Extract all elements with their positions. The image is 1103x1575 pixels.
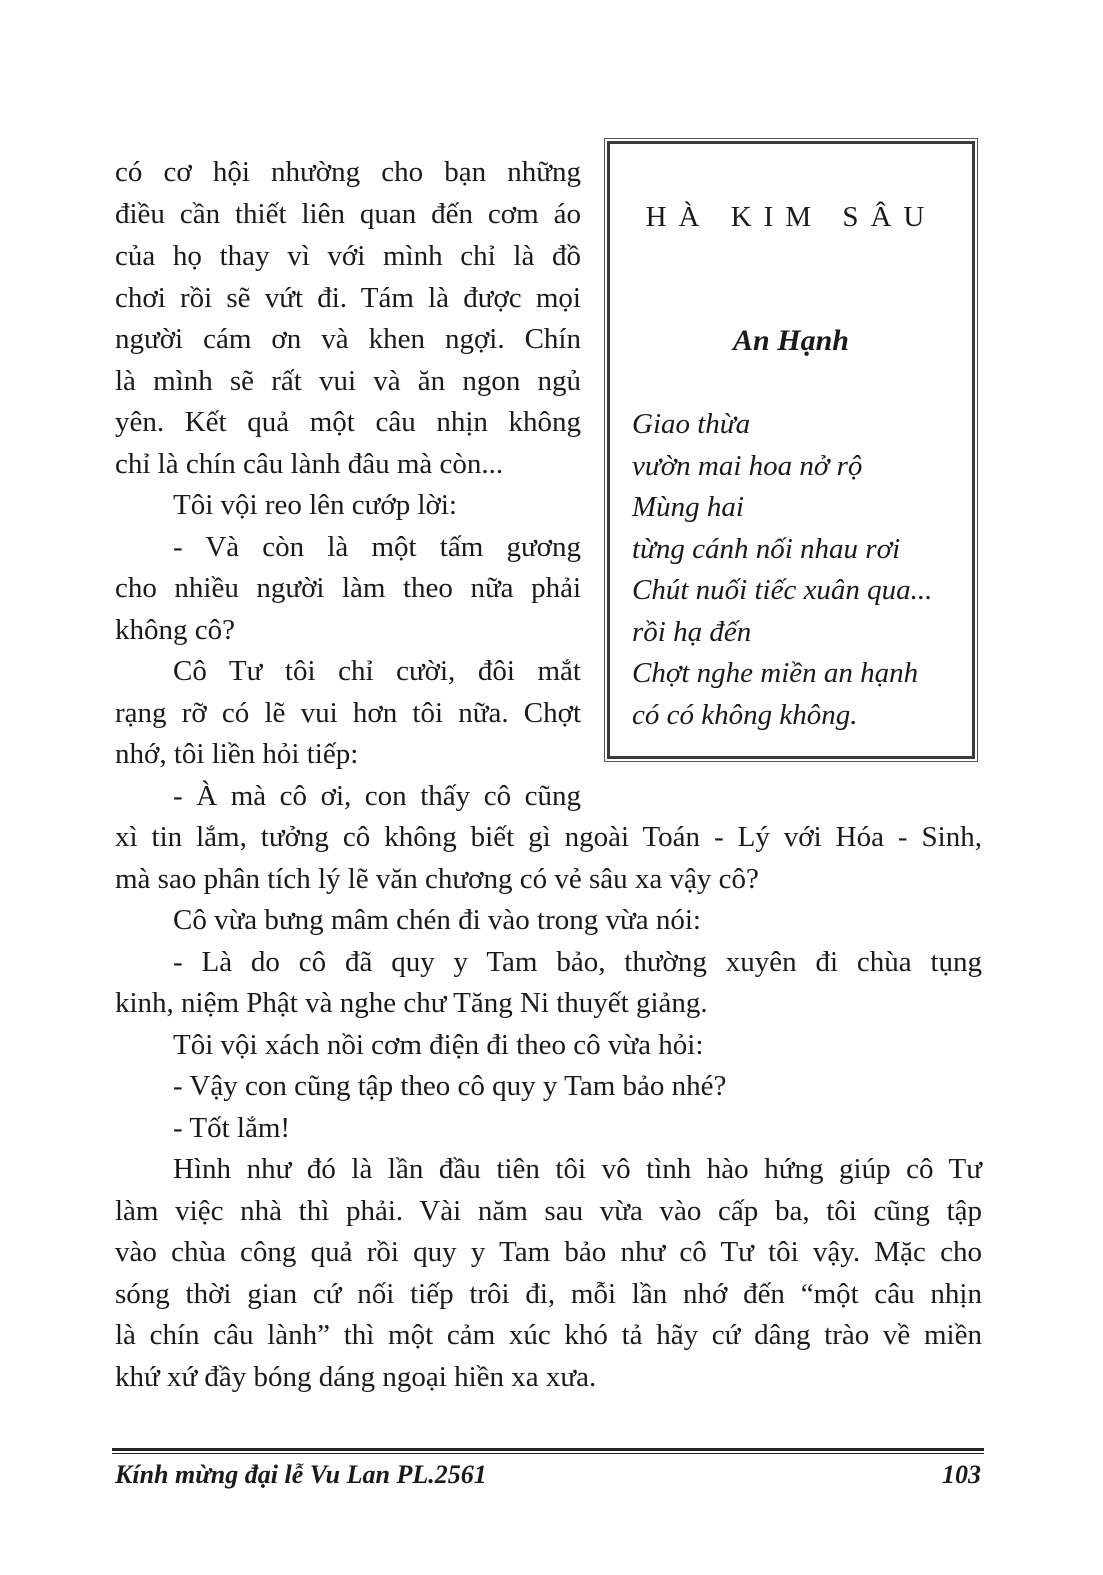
poem-box bbox=[607, 141, 975, 759]
poem-title: An Hạnh bbox=[733, 324, 849, 357]
body-line: yên. Kết quả một câu nhịn không bbox=[115, 406, 581, 438]
body-line: - Vậy con cũng tập theo cô quy y Tam bảo nhé? bbox=[173, 1070, 727, 1102]
body-line: Tôi vội xách nồi cơm điện đi theo cô vừa hỏi: bbox=[173, 1029, 704, 1061]
poem-verse: Chút nuối tiếc xuân qua... bbox=[632, 574, 933, 606]
body-line: điều cần thiết liên quan đến cơm áo bbox=[115, 198, 581, 230]
poem-verse: từng cánh nối nhau rơi bbox=[632, 533, 901, 565]
body-line: Hình như đó là lần đầu tiên tôi vô tình hào hứng giúp cô Tư bbox=[173, 1153, 982, 1185]
poem-verse: Mùng hai bbox=[632, 491, 744, 523]
body-line: là chín câu lành” thì một cảm xúc khó tả hãy cứ dâng trào về miền bbox=[115, 1319, 982, 1351]
body-line: chơi rồi sẽ vứt đi. Tám là được mọi bbox=[115, 282, 581, 314]
body-line: người cám ơn và khen ngợi. Chín bbox=[115, 323, 581, 355]
poem-verse: vườn mai hoa nở rộ bbox=[632, 450, 863, 482]
footer-title: Kính mừng đại lễ Vu Lan PL.2561 bbox=[115, 1460, 487, 1489]
body-line: không cô? bbox=[115, 614, 235, 646]
body-line: Cô vừa bưng mâm chén đi vào trong vừa nói: bbox=[173, 904, 701, 936]
body-line: làm việc nhà thì phải. Vài năm sau vừa vào cấp ba, tôi cũng tập bbox=[115, 1195, 982, 1227]
body-line: rạng rỡ có lẽ vui hơn tôi nữa. Chợt bbox=[115, 697, 581, 729]
body-line: xì tin lắm, tưởng cô không biết gì ngoài Toán - Lý với Hóa - Sinh, bbox=[115, 821, 982, 853]
body-line: Cô Tư tôi chỉ cười, đôi mắt bbox=[173, 655, 581, 687]
body-line: cho nhiều người làm theo nữa phải bbox=[115, 572, 581, 604]
body-line: - Là do cô đã quy y Tam bảo, thường xuyên đi chùa tụng bbox=[173, 946, 982, 978]
body-line: khứ xứ đầy bóng dáng ngoại hiền xa xưa. bbox=[115, 1361, 597, 1393]
body-line: có cơ hội nhường cho bạn những bbox=[115, 156, 581, 188]
body-line: Tôi vội reo lên cướp lời: bbox=[173, 489, 457, 521]
poem-verse: Giao thừa bbox=[632, 408, 751, 440]
body-line: sóng thời gian cứ nối tiếp trôi đi, mỗi lần nhớ đến “một câu nhịn bbox=[115, 1278, 982, 1310]
poem-author: HÀ KIM SÂU bbox=[645, 201, 937, 233]
body-line: - Và còn là một tấm gương bbox=[173, 531, 581, 563]
poem-verse: có có không không. bbox=[632, 699, 858, 731]
page-number: 103 bbox=[942, 1460, 981, 1489]
poem-verse: Chợt nghe miền an hạnh bbox=[632, 657, 919, 689]
body-line: nhớ, tôi liền hỏi tiếp: bbox=[115, 738, 359, 770]
body-line: kinh, niệm Phật và nghe chư Tăng Ni thuyết giảng. bbox=[115, 987, 708, 1019]
body-line: là mình sẽ rất vui và ăn ngon ngủ bbox=[115, 365, 581, 397]
body-line: mà sao phân tích lý lẽ văn chương có vẻ sâu xa vậy cô? bbox=[115, 863, 759, 895]
body-line: vào chùa công quả rồi quy y Tam bảo như cô Tư tôi vậy. Mặc cho bbox=[115, 1236, 982, 1268]
footer-rule bbox=[112, 1448, 984, 1454]
body-line: của họ thay vì với mình chỉ là đồ bbox=[115, 240, 581, 272]
body-line: chỉ là chín câu lành đâu mà còn... bbox=[115, 448, 504, 480]
body-line: - Tốt lắm! bbox=[173, 1112, 291, 1144]
body-line: - À mà cô ơi, con thấy cô cũng bbox=[173, 780, 581, 812]
poem-verse: rồi hạ đến bbox=[632, 616, 752, 648]
